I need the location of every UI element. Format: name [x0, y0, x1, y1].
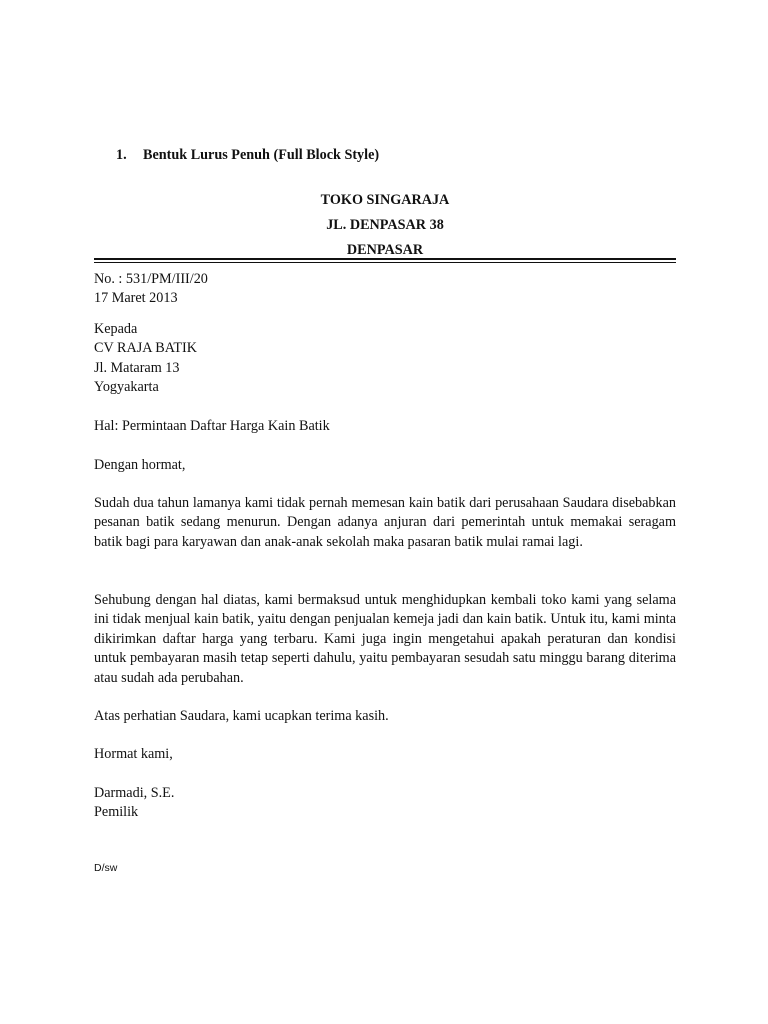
- section-title: Bentuk Lurus Penuh (Full Block Style): [143, 147, 380, 163]
- company-street: JL. DENPASAR 38: [326, 217, 444, 233]
- signer-name: Darmadi, S.E.: [94, 785, 175, 801]
- paragraph-1: Sudah dua tahun lamanya kami tidak pernah memesan kain batik dari perusahaan Saudara disebabkan pesanan batik sedang menurun. Dengan adanya anjuran dari pemerintah untuk memakai seragam batik bagi para karyawan dan anak-anak sekolah maka pasaran batik mulai ramai lagi.: [94, 495, 676, 550]
- recipient-to: Kepada: [94, 321, 138, 337]
- company-name: TOKO SINGARAJA: [320, 192, 450, 208]
- letter-number: No. : 531/PM/III/20: [94, 271, 208, 287]
- signature-block: [94, 784, 676, 823]
- recipient-city: Yogyakarta: [94, 379, 159, 396]
- letter-date: 17 Maret 2013: [94, 290, 178, 307]
- paragraph-3: Atas perhatian Saudara, kami ucapkan terima kasih.: [94, 708, 389, 724]
- greeting: Dengan hormat,: [94, 457, 186, 473]
- section-number: 1.: [116, 147, 127, 163]
- initials: D/sw: [94, 862, 118, 874]
- paragraph-2: Sehubung dengan hal diatas, kami bermaksud untuk menghidupkan kembali toko kami yang selama ini tidak menjual kain batik, yaitu dengan penjualan kemeja jadi dan kain batik. Untuk itu, kami minta dikirimkan daftar harga yang terbaru. Kami juga ingin mengetahui apakah peraturan dan kondisi untuk pembayaran masih tetap seperti dahulu, yaitu pembayaran sesudah satu minggu barang diterima atau sudah ada perubahan.: [94, 592, 676, 686]
- recipient-address: Jl. Mataram 13: [94, 359, 180, 376]
- body-paragraph-3: [94, 707, 676, 726]
- company-city: DENPASAR: [346, 242, 424, 258]
- subject-line: [94, 417, 676, 436]
- recipient-company: CV RAJA BATIK: [94, 340, 198, 357]
- body-paragraph-2: [94, 591, 676, 688]
- signer-position: Pemilik: [94, 804, 139, 821]
- letterhead: [94, 192, 676, 267]
- greeting-line: [94, 456, 676, 475]
- letterhead-divider-thin: [94, 262, 676, 263]
- closing-phrase: Hormat kami,: [94, 746, 173, 762]
- letter-meta: [94, 270, 676, 309]
- closing-phrase-line: [94, 745, 676, 764]
- letterhead-divider: [94, 258, 676, 260]
- recipient-block: [94, 320, 676, 398]
- subject: Hal: Permintaan Daftar Harga Kain Batik: [94, 418, 330, 434]
- section-heading: [116, 147, 379, 164]
- body-paragraph-1: [94, 494, 676, 552]
